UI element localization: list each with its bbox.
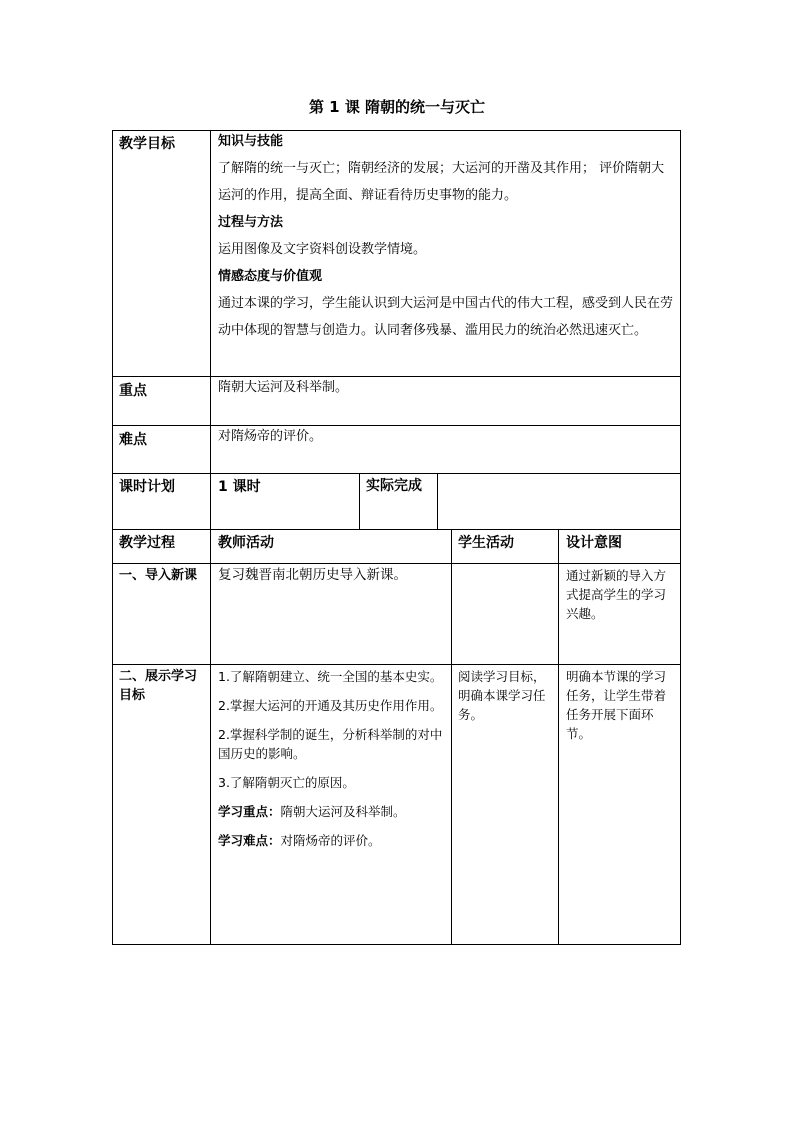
stage-label: 二、展示学习目标 xyxy=(119,669,198,703)
table-rule xyxy=(210,130,211,944)
learning-difficulty-label: 学习难点： xyxy=(218,833,281,848)
teacher-activity xyxy=(218,667,446,850)
objectives-content xyxy=(218,131,676,344)
design-intent: 通过新颖的导入方式提高学生的学习兴趣。 xyxy=(566,568,667,621)
table-rule xyxy=(451,529,452,944)
emotion-heading: 情感态度与价值观 xyxy=(218,269,323,284)
objective-item: 2.掌握大运河的开通及其历史作用作用。 xyxy=(218,698,443,713)
stage-label: 一、导入新课 xyxy=(119,568,198,583)
table-rule xyxy=(112,529,681,530)
difficulty-text: 对隋炀帝的评价。 xyxy=(218,429,323,444)
header-teacher: 教师活动 xyxy=(218,535,274,551)
schedule-hours: 1 课时 xyxy=(218,479,261,495)
table-rule xyxy=(437,473,438,529)
header-intent: 设计意图 xyxy=(566,535,622,551)
process-heading: 过程与方法 xyxy=(218,215,284,230)
actual-complete-label: 实际完成 xyxy=(366,478,422,494)
header-student: 学生活动 xyxy=(458,535,514,551)
schedule-label: 课时计划 xyxy=(119,479,175,495)
table-rule xyxy=(112,425,681,426)
difficulty-label: 难点 xyxy=(119,432,147,448)
learning-focus-label: 学习重点： xyxy=(218,804,281,819)
table-border-bottom xyxy=(112,944,681,945)
objective-item: 2.掌握科学制的诞生，分析科举制的对中国历史的影响。 xyxy=(218,727,443,761)
table-rule xyxy=(112,563,681,564)
learning-difficulty-text: 对隋炀帝的评价。 xyxy=(280,833,381,848)
process-text: 运用图像及文字资料创设教学情境。 xyxy=(218,242,427,257)
key-point-text: 隋朝大运河及科举制。 xyxy=(218,380,349,395)
design-intent: 明确本节课的学习任务，让学生带着任务开展下面环节。 xyxy=(566,669,667,741)
knowledge-text: 了解隋的统一与灭亡；隋朝经济的发展；大运河的开凿及其作用； 评价隋朝大运河的作用，提高全面、辩证看待历史事物的能力。 xyxy=(218,161,665,203)
objective-item: 3.了解隋朝灭亡的原因。 xyxy=(218,775,355,790)
student-activity: 阅读学习目标，明确本课学习任务。 xyxy=(458,669,546,722)
objective-item: 1.了解隋朝建立、统一全国的基本史实。 xyxy=(218,669,443,684)
key-point-label: 重点 xyxy=(119,383,147,399)
learning-difficulty xyxy=(218,831,446,850)
objectives-label: 教学目标 xyxy=(119,136,175,152)
learning-focus-text: 隋朝大运河及科举制。 xyxy=(280,804,406,819)
knowledge-heading: 知识与技能 xyxy=(218,134,284,149)
table-rule xyxy=(359,473,360,529)
table-rule xyxy=(112,473,681,474)
page-title: 第 1 课 隋朝的统一与灭亡 xyxy=(308,98,486,116)
header-process: 教学过程 xyxy=(119,535,175,551)
table-border-right xyxy=(680,130,681,944)
emotion-text: 通过本课的学习，学生能认识到大运河是中国古代的伟大工程，感受到人民在劳动中体现的智慧与创造力。认同奢侈残暴、滥用民力的统治必然迅速灭亡。 xyxy=(218,296,674,338)
learning-focus xyxy=(218,802,446,821)
table-rule xyxy=(558,529,559,944)
table-rule xyxy=(112,376,681,377)
table-rule xyxy=(112,664,681,665)
teacher-activity: 复习魏晋南北朝历史导入新课。 xyxy=(218,567,407,583)
table-border-left xyxy=(112,130,113,944)
